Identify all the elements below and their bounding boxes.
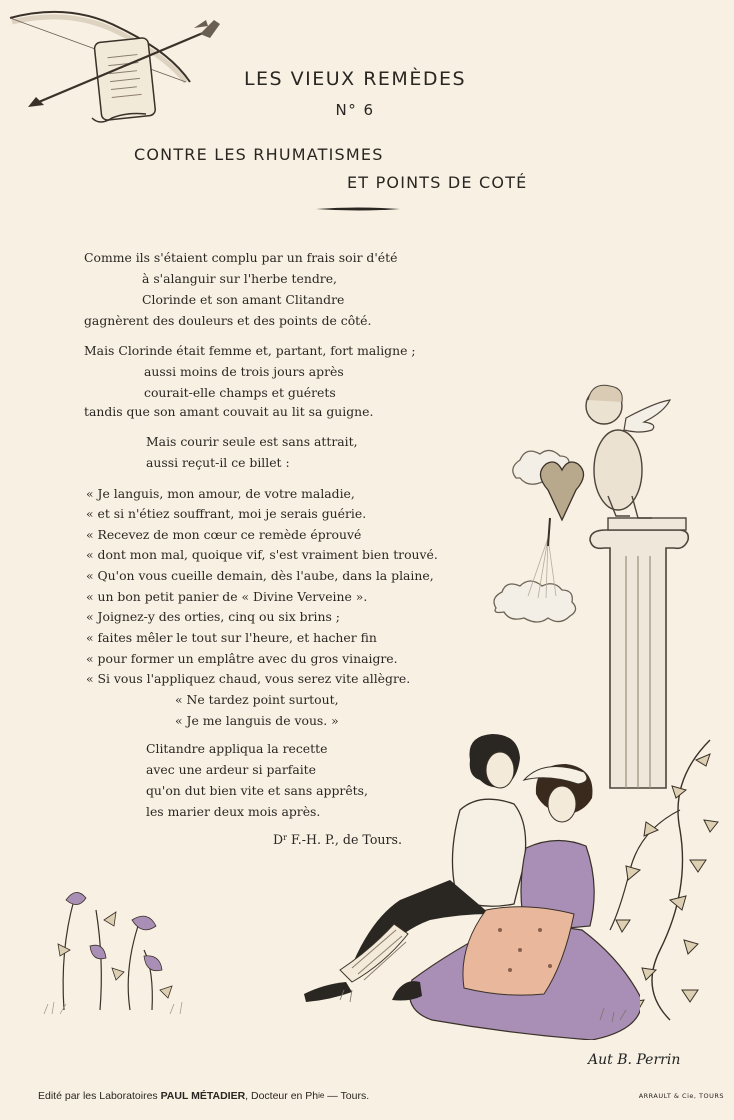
poem-line: aussi moins de trois jours après [144,364,344,379]
flowers-illustration [40,880,190,1020]
footer-prefix: Edité par les Laboratoires [38,1090,161,1102]
footer-sup: ie [318,1091,325,1100]
poem-line: courait-elle champs et guérets [144,385,336,400]
poem-line: les marier deux mois après. [146,804,321,819]
remedy-number: N° 6 [335,101,375,119]
footer-brand: PAUL MÉTADIER [160,1090,246,1102]
poem-line: « Je languis, mon amour, de votre maladie, [86,486,355,501]
poem-line: Mais Clorinde était femme et, partant, fort maligne ; [84,343,416,358]
poem-line: à s'alanguir sur l'herbe tendre, [142,271,337,286]
subtitle-line-1: CONTRE LES RHUMATISMES [134,145,384,164]
poem-line: « Qu'on vous cueille demain, dès l'aube, dans la plaine, [86,568,434,583]
poem-line: « Si vous l'appliquez chaud, vous serez vite allègre. [86,671,411,686]
poem-line: « et si n'étiez souffrant, moi je serais guérie. [86,506,367,521]
signature-prefix: D [273,832,284,847]
poem-line: « Joignez-y des orties, cinq ou six brins ; [86,609,340,624]
artist-signature: Aut B. Perrin [588,1052,681,1068]
poem-line: « un bon petit panier de « Divine Verveine ». [86,589,368,604]
footer-end: — Tours. [324,1090,370,1102]
poem-line: Clitandre appliqua la recette [146,741,328,756]
poem-line: qu'on dut bien vite et sans apprêts, [146,783,368,798]
poem-line: « pour former un emplâtre avec du gros vinaigre. [86,651,398,666]
poem-line: « Je me languis de vous. » [175,713,339,728]
signature-sup: r [283,833,287,842]
poem-line: « Ne tardez point surtout, [175,692,339,707]
poem-line: aussi reçut-il ce billet : [146,455,290,470]
subtitle-line-2: ET POINTS DE COTÉ [347,173,528,192]
poem-line: tandis que son amant couvait au lit sa guigne. [84,404,374,419]
printer-credit: ARRAULT & Cie, TOURS [638,1092,724,1100]
publisher-footer [38,1090,369,1102]
poem-line: « dont mon mal, quoique vif, s'est vraiment bien trouvé. [86,547,438,562]
poem-line: « Recevez de mon cœur ce remède éprouvé [86,527,362,542]
page-title: LES VIEUX REMÈDES [243,68,467,90]
poem-line: « faites mêler le tout sur l'heure, et hacher fin [86,630,377,645]
couple-illustration [300,730,640,1040]
signature-rest: F.-H. P., de Tours. [286,832,403,847]
poem-line: Comme ils s'étaient complu par un frais soir d'été [84,250,398,265]
poem-line: Clorinde et son amant Clitandre [142,292,345,307]
poem-line: Mais courir seule est sans attrait, [146,434,358,449]
poem-line: avec une ardeur si parfaite [146,762,316,777]
ornament-divider [316,207,400,211]
poem-line: gagnèrent des douleurs et des points de côté. [84,313,372,328]
footer-mid: , Docteur en Ph [245,1090,319,1102]
